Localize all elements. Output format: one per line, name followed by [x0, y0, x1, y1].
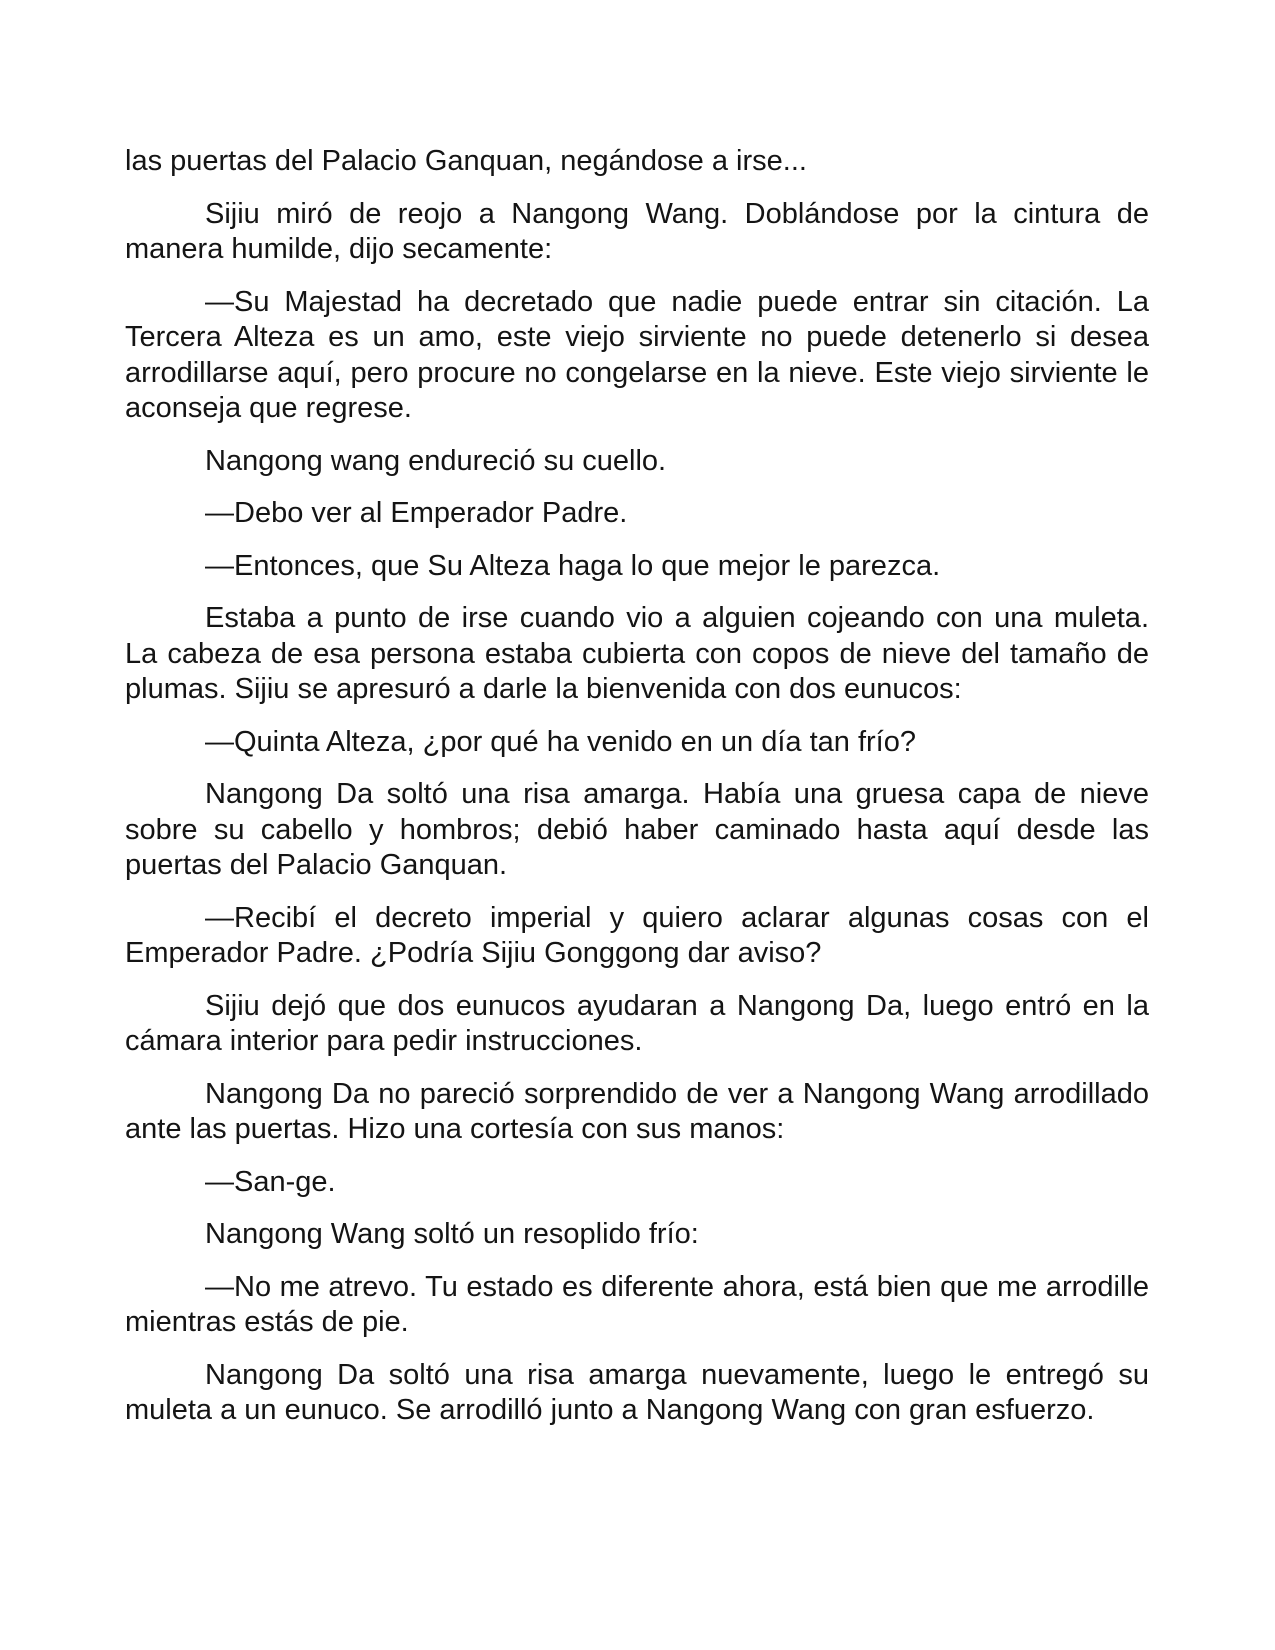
- paragraph: —Debo ver al Emperador Padre.: [205, 497, 628, 529]
- paragraph: —San-ge.: [205, 1165, 336, 1198]
- paragraph: —Quinta Alteza, ¿por qué ha venido en un día tan frío?: [205, 725, 916, 758]
- paragraph: las puertas del Palacio Ganquan, negándose a irse...: [125, 145, 807, 177]
- paragraph: Nangong Wang soltó un resoplido frío:: [205, 1218, 699, 1250]
- paragraph: Sijiu dejó que dos eunucos ayudaran a Nangong Da, luego entró en la cámara interior para pedir instrucciones.: [125, 989, 1149, 1057]
- text-body: [125, 144, 1149, 1446]
- paragraph: —Entonces, que Su Alteza haga lo que mejor le parezca.: [205, 549, 941, 582]
- paragraph: —Recibí el decreto imperial y quiero aclarar algunas cosas con el Emperador Padre. ¿Podría Sijiu Gonggong dar aviso?: [125, 901, 1149, 969]
- paragraph: Nangong Da soltó una risa amarga. Había una gruesa capa de nieve sobre su cabello y hombros; debió haber caminado hasta aquí desde las puertas del Palacio Ganquan.: [125, 778, 1149, 881]
- paragraph: Nangong Da soltó una risa amarga nuevamente, luego le entregó su muleta a un eunuco. Se arrodilló junto a Nangong Wang con gran esfuerzo.: [125, 1358, 1149, 1426]
- paragraph: Nangong wang endureció su cuello.: [205, 444, 667, 477]
- paragraph: Nangong Da no pareció sorprendido de ver a Nangong Wang arrodillado ante las puertas. Hizo una cortesía con sus manos:: [125, 1077, 1149, 1145]
- paragraph: Sijiu miró de reojo a Nangong Wang. Doblándose por la cintura de manera humilde, dijo secamente:: [125, 197, 1149, 265]
- paragraph: —No me atrevo. Tu estado es diferente ahora, está bien que me arrodille mientras estás de pie.: [125, 1270, 1149, 1338]
- paragraph: Estaba a punto de irse cuando vio a alguien cojeando con una muleta. La cabeza de esa persona estaba cubierta con copos de nieve del tamaño de plumas. Sijiu se apresuró a darle la bienvenida con dos eunucos:: [125, 602, 1149, 705]
- paragraph: —Su Majestad ha decretado que nadie puede entrar sin citación. La Tercera Alteza es un amo, este viejo sirviente no puede detenerlo si desea arrodillarse aquí, pero procure no congelarse en la nieve. Este viejo sirviente le aconseja que regrese.: [125, 285, 1149, 424]
